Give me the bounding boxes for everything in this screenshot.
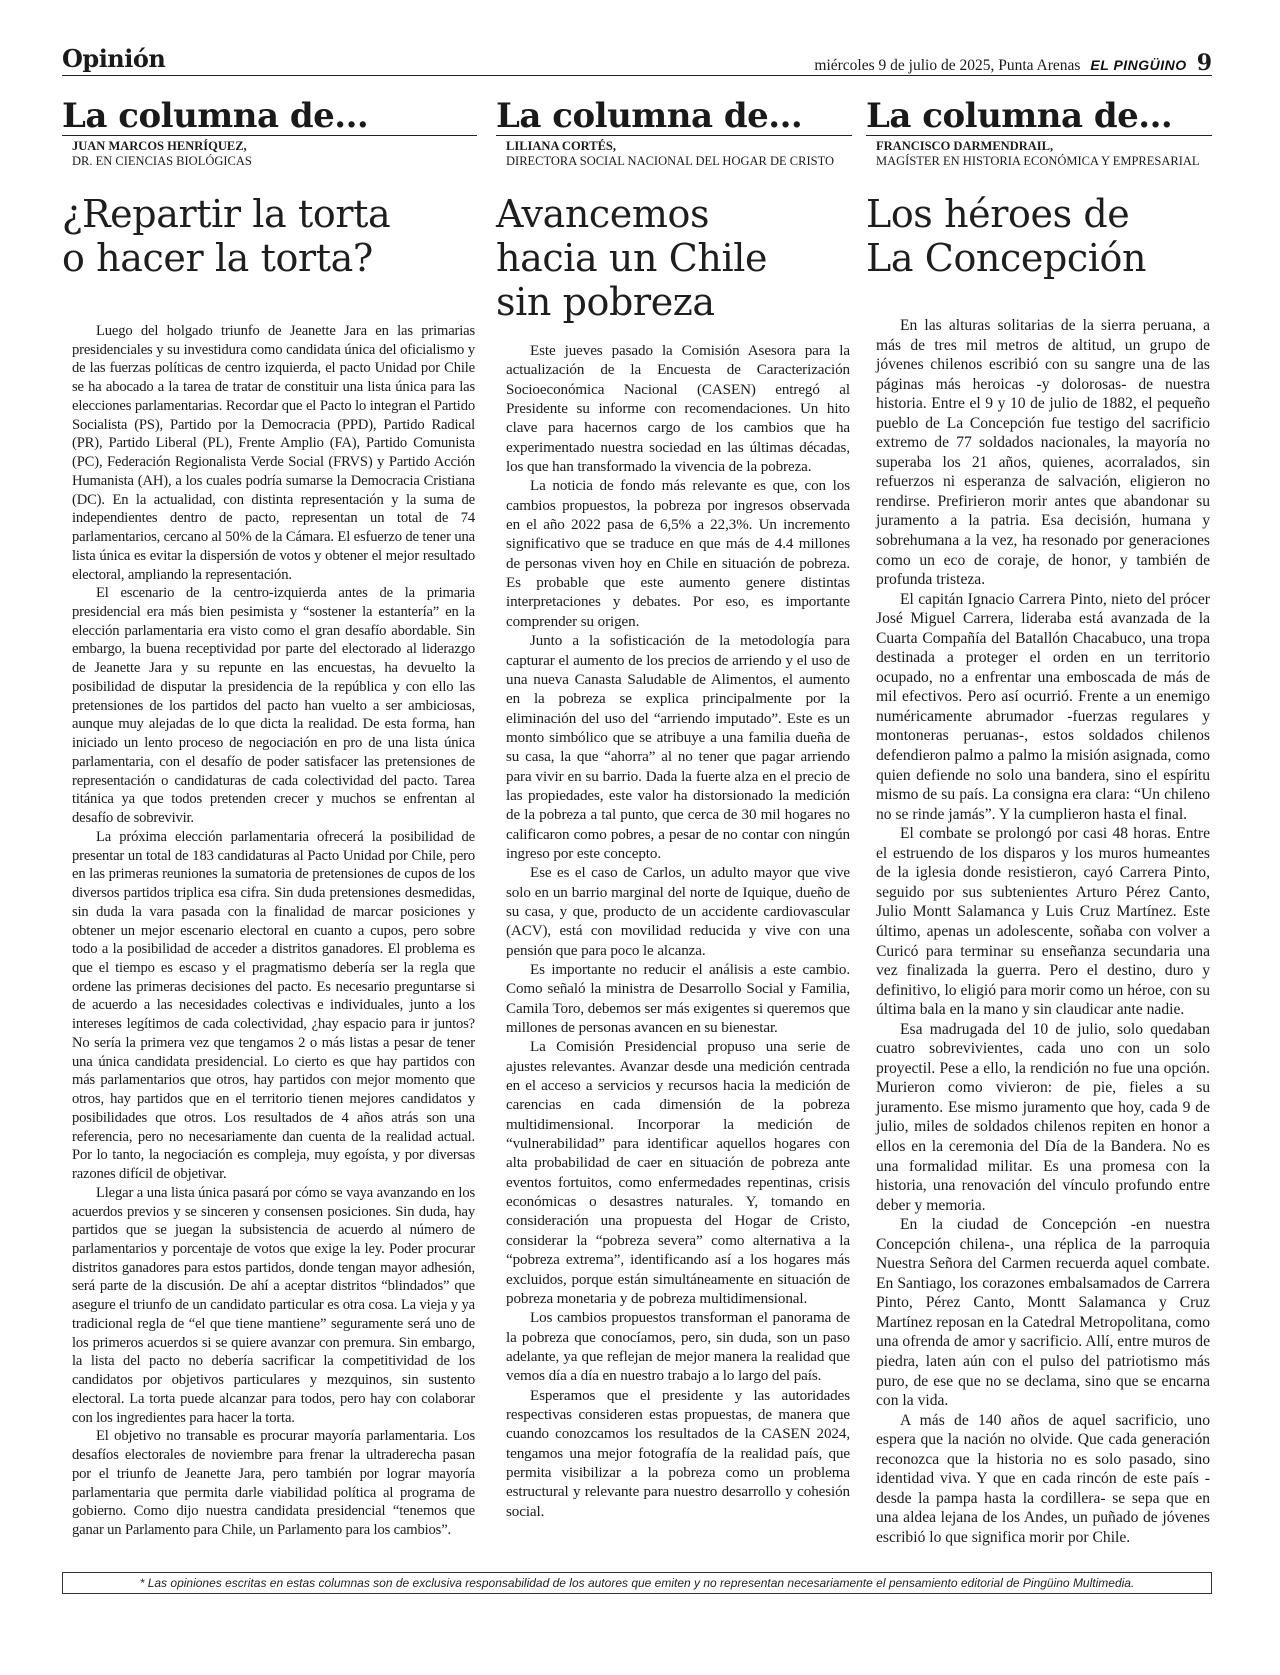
author-name: LILIANA CORTÉS,: [506, 139, 617, 153]
body-paragraph: Esperamos que el presidente y las autoridades respectivas consideren estas propuestas, de manera que cuando conozcamos los resultados de la CASEN 2024, tengamos una mejor fotografía de la realidad país, que permita visibilizar a la pobreza como un problema estructural y relevante para nuestro desarrollo y cohesión social.: [506, 1387, 850, 1520]
column-body: [496, 342, 852, 1522]
author-block: [866, 139, 1212, 169]
column-kicker: La columna de...: [62, 96, 477, 136]
column-kicker: La columna de...: [496, 96, 852, 136]
page-number: 9: [1196, 50, 1212, 76]
body-paragraph: Este jueves pasado la Comisión Asesora para la actualización de la Encuesta de Caracterización Socioeconómica Nacional (CASEN) entregó al Presidente su informe con recomendaciones. Un hito clave para hacernos cargo de los cambios que ha experimentado nuestra sociedad en las últimas décadas, los que han transformado la vivencia de la pobreza.: [506, 343, 850, 476]
column-darmendrail: [866, 96, 1212, 1547]
column-cortes: [496, 96, 852, 1522]
disclaimer-text: * Las opiniones escritas en estas columnas son de exclusiva responsabilidad de los autores que emiten y no representan necesariamente el pensamiento editorial de Pingüino Multimedia.: [139, 1576, 1135, 1590]
column-body: [62, 322, 477, 1540]
headline-line: La Concepción: [866, 236, 1147, 280]
body-paragraph: En las alturas solitarias de la sierra peruana, a más de tres mil metros de altitud, un grupo de jóvenes chilenos escribió con su sangre una de las páginas más heroicas -y dolorosas- de nuestra historia. Entre el 9 y 10 de julio de 1882, el pequeño pueblo de La Concepción fue testigo del sacrificio extremo de 77 soldados nacionales, la mayoría no superaba los 21 años, quienes, acorralados, sin refuerzos ni esperanza de salvación, eligieron no rendirse. Prefirieron morir antes que abandonar su juramento a la patria. Esa decisión, humana y sobrehumana a la vez, ha resonado por generaciones como un eco de coraje, de honor, y también de profunda tristeza.: [876, 317, 1210, 589]
author-name: FRANCISCO DARMENDRAIL,: [876, 139, 1054, 153]
body-paragraph: El capitán Ignacio Carrera Pinto, nieto del prócer José Miguel Carrera, lideraba está avanzada de la Cuarta Compañía del Batallón Chacabuco, una tropa destinada a proteger el orden en un territorio ocupado, no a enfrentar una emboscada de más de mil efectivos. Pero así ocurrió. Frente a un enemigo numéricamente abrumador -fuerzas regulares y montoneras peruanas-, estos soldados chilenos defendieron palmo a palmo la misión asignada, como quien defiende no solo una bandera, sino el espíritu mismo de su país. La consigna era clara: “Un chileno no se rinde jamás”. Y la cumplieron hasta el final.: [876, 590, 1210, 823]
body-paragraph: La noticia de fondo más relevante es que, con los cambios propuestos, la pobreza por ingresos observada en el año 2022 pasa de 6,5% a 22,3%. Un incremento significativo que se traduce en que más de 4.4 millones de personas viven hoy en Chile en situación de pobreza. Es probable que este aumento genere distintas interpretaciones y debates. Por eso, es importante comprender su origen.: [506, 478, 850, 630]
newspaper-logo: EL PINGÜINO: [1090, 57, 1187, 73]
author-role: DR. EN CIENCIAS BIOLÓGICAS: [72, 154, 252, 168]
author-block: [496, 139, 852, 169]
author-block: [62, 139, 477, 169]
headline-line: Avancemos: [496, 192, 710, 236]
body-paragraph: Esa madrugada del 10 de julio, solo quedaban cuatro sobrevivientes, cada uno con un solo proyectil. Pese a ello, la rendición no fue una opción. Murieron como vivieron: de pie, fieles a su juramento. Ese mismo juramento que hoy, cada 9 de julio, miles de soldados chilenos repiten en honor a ellos en la ceremonia del Día de la Bandera. No es una formalidad militar. Es una promesa con la historia, una renovación del vínculo profundo entre deber y memoria.: [876, 1020, 1210, 1214]
body-paragraph: La Comisión Presidencial propuso una serie de ajustes relevantes. Avanzar desde una medición centrada en el acceso a servicios y recursos hacia la medición de carencias en cada dimensión de la pobreza multidimensional. Incorporar la medición de “vulnerabilidad” para identificar aquellos hogares con alta probabilidad de caer en situación de pobreza ante eventos fortuitos, como enfermedades repentinas, crisis económicas o desastres naturales. Y, tomando en consideración una propuesta del Hogar de Cristo, considerar la “pobreza severa” como alternativa a la “pobreza extrema”, identificando así a los hogares más excluidos, porque están simultáneamente en situación de pobreza monetaria y de pobreza multidimensional.: [506, 1039, 850, 1307]
body-paragraph: Los cambios propuestos transforman el panorama de la pobreza que conocíamos, pero, sin duda, son un paso adelante, ya que reflejan de mejor manera la realidad que vemos día a día en nuestro trabajo a lo largo del país.: [506, 1310, 850, 1385]
author-role: DIRECTORA SOCIAL NACIONAL DEL HOGAR DE CRISTO: [506, 154, 835, 168]
body-paragraph: Luego del holgado triunfo de Jeanette Jara en las primarias presidenciales y su investidura como candidata única del oficialismo y de las fuerzas políticas de centro izquierda, el pacto Unidad por Chile se ha abocado a la tarea de tratar de constituir una lista única para las elecciones parlamentarias. Recordar que el Pacto lo integran el Partido Socialista (PS), Partido por la Democracia (PPD), Partido Radical (PR), Partido Liberal (PL), Frente Amplio (FA), Partido Comunista (PC), Federación Regionalista Verde Social (FRVS) y Partido Acción Humanista (AH), a los cuales podría sumarse la Democracia Cristiana (DC). En la actualidad, con distinta representación y la suma de independientes dentro de pacto, representan un total de 74 parlamentarios, cercano al 50% de la Cámara. El esfuerzo de tener una lista única es evitar la dispersión de votos y obtener el mejor resultado electoral, ampliando la representación.: [72, 323, 475, 583]
body-paragraph: En la ciudad de Concepción -en nuestra Concepción chilena-, una réplica de la parroquia Nuestra Señora del Carmen recuerda aquel combate. En Santiago, los corazones embalsamados de Carrera Pinto, Pérez Canto, Montt Salamanca y Cruz Martínez reposan en la Catedral Metropolitana, como una ofrenda de amor y sacrificio. Allí, entre muros de piedra, laten aún con el pulso del patriotismo más puro, de ese que no se declama, sino que se encarna con la vida.: [876, 1216, 1210, 1410]
body-paragraph: Es importante no reducir el análisis a este cambio. Como señaló la ministra de Desarrollo Social y Familia, Camila Toro, debemos ser más exigentes si queremos que millones de personas avancen en su bienestar.: [506, 962, 850, 1037]
column-headline: [496, 192, 852, 324]
footer-disclaimer: [62, 1572, 1212, 1594]
page-header: [62, 44, 1212, 76]
headline-line: sin pobreza: [496, 280, 715, 324]
author-role: MAGÍSTER EN HISTORIA ECONÓMICA Y EMPRESARIAL: [876, 154, 1200, 168]
body-paragraph: La próxima elección parlamentaria ofrecerá la posibilidad de presentar un total de 183 candidaturas al Pacto Unidad por Chile, pero en las primeras reuniones la sumatoria de pretensiones de cupos de los diversos partidos triplica esa cifra. Sin duda pretensiones desmedidas, sin duda la vara pasada con la finalidad de marcar posiciones y obtener un mejor escenario electoral en cuanto a cupos, pero sobre todo a la posibilidad de acceder a distritos ganadores. El problema es que el tiempo es escaso y el pragmatismo debería ser la regla que ordene las primeras decisiones del pacto. Es necesario preguntarse si de acuerdo a las necesidades colectivas e individuales, junto a los intereses legítimos de cada colectividad, ¿hay espacio para ir juntos? No sería la primera vez que tengamos 2 o más listas a pesar de tener una única candidata presidencial. Lo cierto es que hay partidos con más parlamentarios que otros, hay partidos con mejor momento que otros, hay partidos que en el territorio tienen mejores candidatos y posibilidades que otros. Los resultados de 4 años atrás son una referencia, pero no necesariamente dan cuenta de la realidad actual. Por lo tanto, la negociación es compleja, muy egoísta, y por diversas razones difícil de objetivar.: [72, 828, 475, 1183]
header-right: [814, 50, 1212, 76]
dateline: miércoles 9 de julio de 2025, Punta Arenas: [814, 57, 1081, 74]
column-henriquez: [62, 96, 477, 1540]
headline-line: Los héroes de: [866, 192, 1130, 236]
column-headline: [62, 192, 477, 280]
body-paragraph: El objetivo no transable es procurar mayoría parlamentaria. Los desafíos electorales de noviembre para frenar la ultraderecha pasan por el triunfo de Jeanette Jara, pero también por lograr mayoría parlamentaria que permita darle viabilidad política al programa de gobierno. Como dijo nuestra candidata presidencial “tenemos que ganar un Parlamento para Chile, un Parlamento para los cambios”.: [72, 1428, 475, 1538]
body-paragraph: Llegar a una lista única pasará por cómo se vaya avanzando en los acuerdos previos y se sinceren y consensen posiciones. Sin duda, hay partidos que se juegan la subsistencia de acuerdo al número de parlamentarios y porcentaje de votos que exige la ley. Poder procurar distritos ganadores para estos partidos, donde tengan mayor adhesión, será parte de la discusión. De ahí a aceptar distritos “blindados” que asegure el triunfo de un candidato particular es otra cosa. La vieja y ya tradicional regla de “el que tiene mantiene” seguramente será uno de los primeros acuerdos si se quiere avanzar con premura. Sin embargo, la lista del pacto no debería sacrificar la competitividad de los candidatos por objetivos particulares y mezquinos, sin sustento electoral. La torta puede alcanzar para todos, pero hay con colaborar con los ingredientes para hacer la torta.: [72, 1184, 475, 1426]
body-paragraph: Ese es el caso de Carlos, un adulto mayor que vive solo en un barrio marginal del norte de Iquique, dueño de su casa, y que, producto de un accidente cardiovascular (ACV), está con movilidad reducida y vive con una pensión que para poco le alcanza.: [506, 865, 850, 959]
author-name: JUAN MARCOS HENRÍQUEZ,: [72, 139, 247, 153]
body-paragraph: El escenario de la centro-izquierda antes de la primaria presidencial era más bien pesimista y “sostener la estantería” en la elección parlamentaria era visto como el gran desafío abordable. Sin embargo, la buena receptividad por parte del electorado al liderazgo de Jeanette Jara y su repunte en las encuestas, ha devuelto la posibilidad de disputar la presidencia de la república y con ello las pretensiones de los partidos del pacto han vuelto a ser ambiciosas, aunque muy alejadas de lo que dicta la realidad. De esta forma, han iniciado un lento proceso de negociación en pro de una lista única parlamentaria, con el desafío de poder satisfacer las pretensiones de representación o candidaturas de cada colectividad del pacto. Tarea titánica ya que todos pretenden crecer y muchos se enfrentan al desafío de sobrevivir.: [72, 585, 475, 827]
body-paragraph: El combate se prolongó por casi 48 horas. Entre el estruendo de los disparos y los muros humeantes de la iglesia donde resistieron, cayó Carrera Pinto, seguido por sus subtenientes Arturo Pérez Canto, Julio Montt Salamanca y Luis Cruz Martínez. Este último, apenas un adolescente, soñaba con volver a Curicó para terminar su enseñanza secundaria una vez finalizada la guerra. Pero el destino, duro y definitivo, lo eligió para morir como un héroe, con su última bala en la mano y sin claudicar ante nadie.: [876, 825, 1210, 1019]
column-kicker: La columna de...: [866, 96, 1212, 136]
body-paragraph: Junto a la sofisticación de la metodología para capturar el aumento de los precios de arriendo y el uso de una nueva Canasta Saludable de Alimentos, el aumento en la pobreza se explica principalmente por la eliminación del uso del “arriendo imputado”. Este es un monto simbólico que se atribuye a una familia dueña de su casa, la que “ahorra” al no tener que pagar arriendo para vivir en su barrio. Dada la fuerte alza en el precio de las propiedades, este valor ha distorsionado la medición de la pobreza a tal punto, que cerca de 30 mil hogares no calificaron como pobres, a pesar de no contar con ningún ingreso por este concepto.: [506, 633, 850, 862]
headline-line: hacia un Chile: [496, 236, 768, 280]
section-label: Opinión: [62, 44, 166, 73]
headline-line: o hacer la torta?: [62, 236, 373, 280]
headline-line: ¿Repartir la torta: [62, 192, 391, 236]
body-paragraph: A más de 140 años de aquel sacrificio, uno espera que la nación no olvide. Que cada generación reconozca que la historia no es solo pasado, sino identidad viva. Y que en cada rincón de este país -desde la pampa hasta la cordillera- se sepa que en una aldea lejana de los Andes, un puñado de jóvenes escribió lo que significa morir por Chile.: [876, 1411, 1210, 1546]
column-headline: [866, 192, 1212, 280]
column-body: [866, 316, 1212, 1547]
